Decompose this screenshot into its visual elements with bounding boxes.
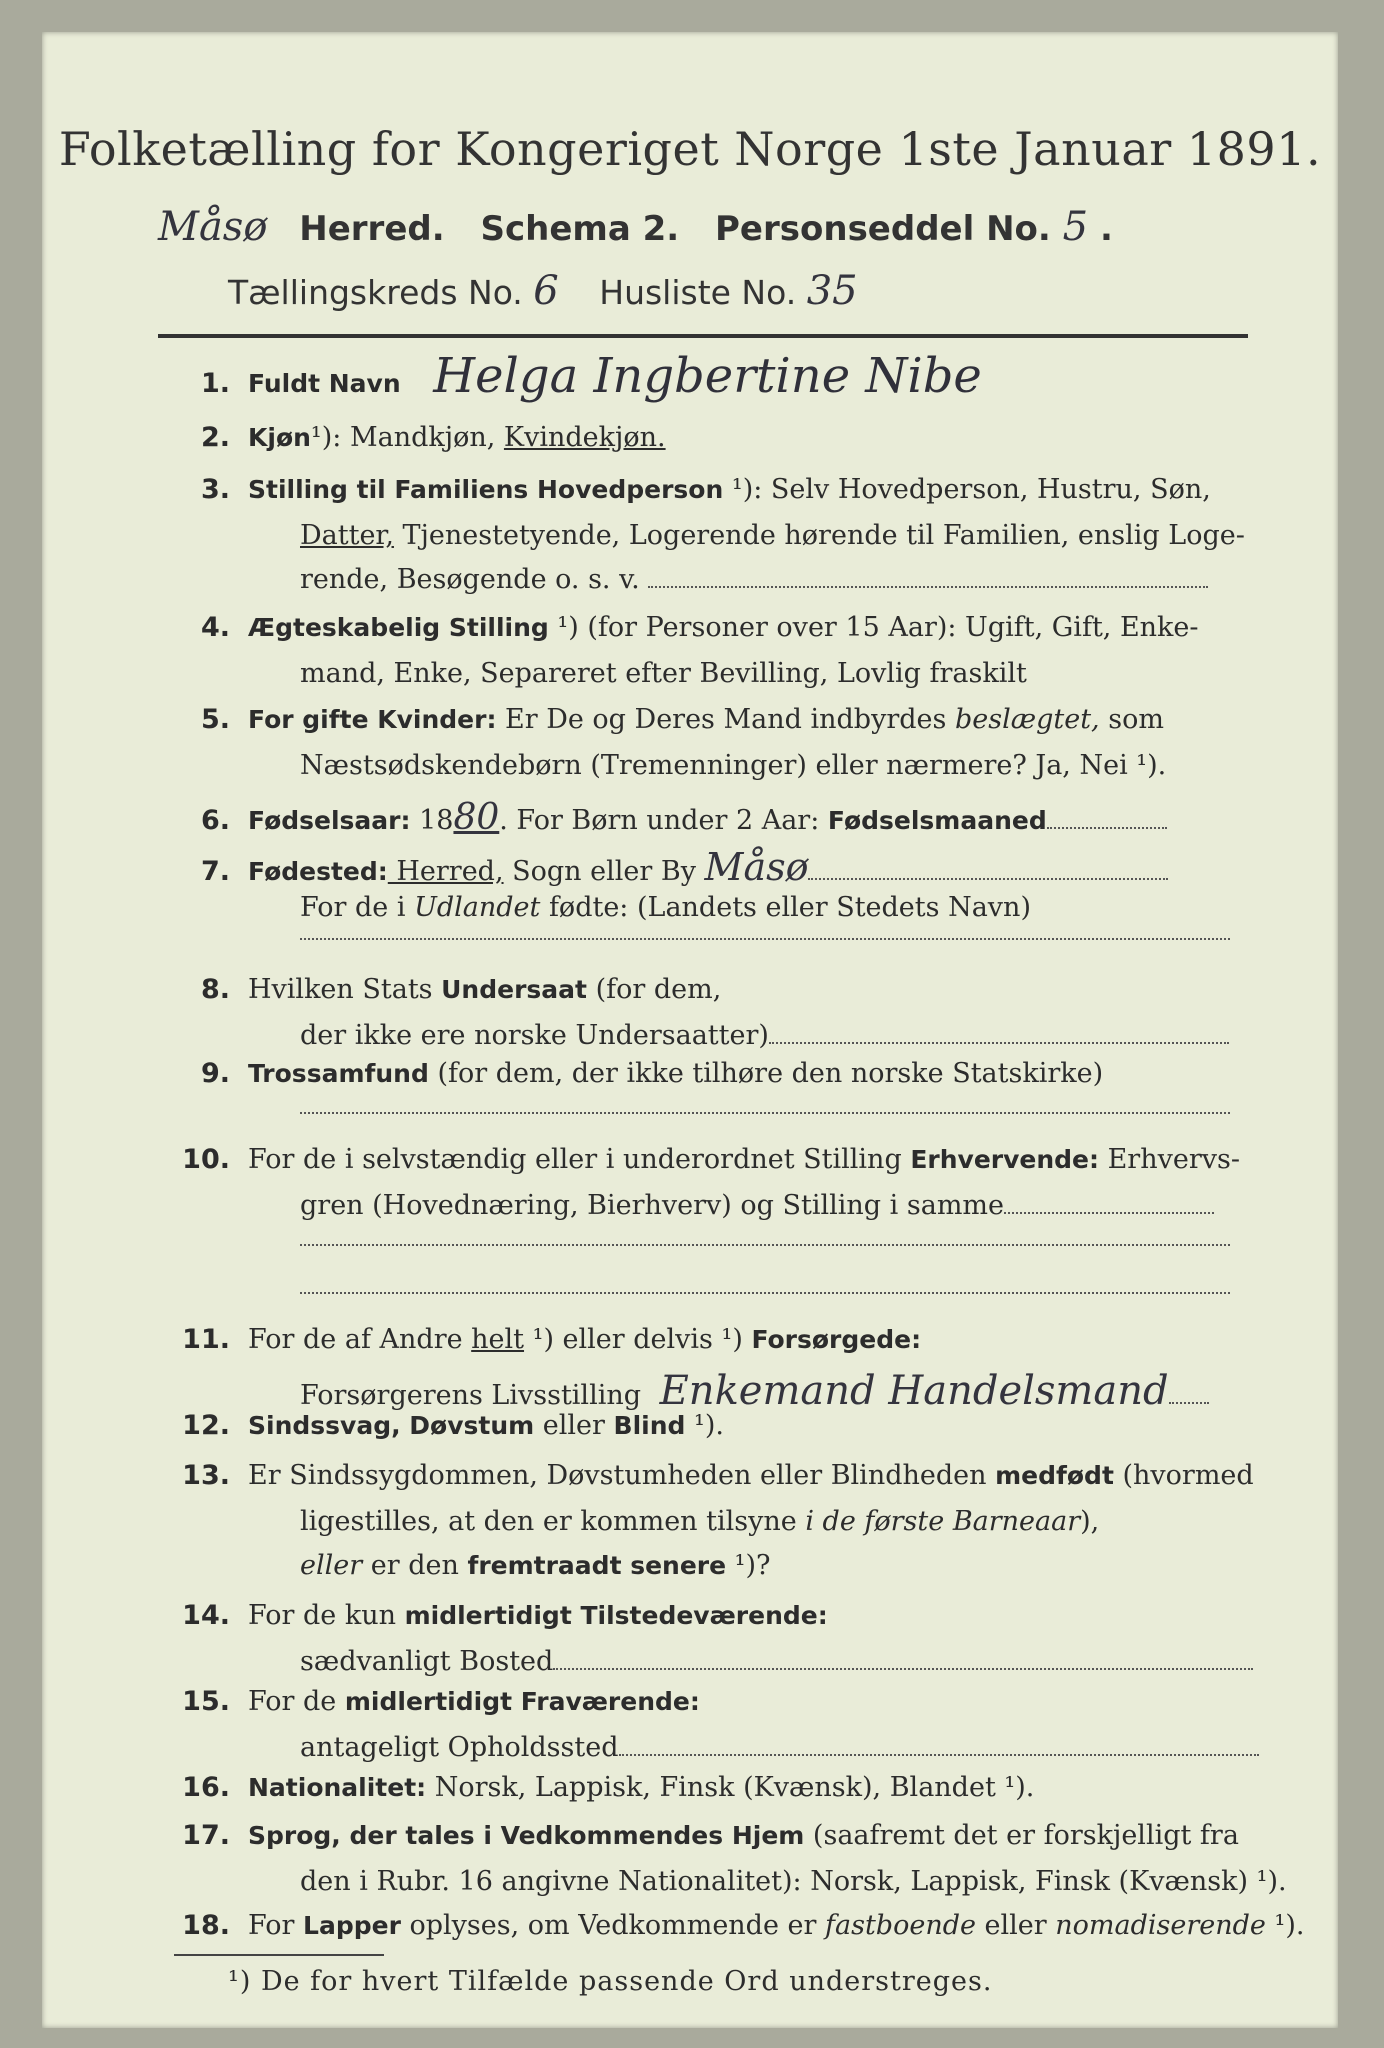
- item-6: 6. Fødselsaar: 1880. For Børn under 2 Aar: Fødselsmaaned: [174, 800, 1167, 836]
- kreds-value: 6: [533, 268, 559, 314]
- herred-value: Måsø: [158, 204, 268, 250]
- full-name-value: Helga Ingbertine Nibe: [433, 348, 982, 404]
- item-5: 5. For gifte Kvinder: Er De og Deres Mand indbyrdes beslægtet, som: [200, 704, 1164, 735]
- footnote: ¹) De for hvert Tilfælde passende Ord understreges.: [228, 1966, 993, 1997]
- footnote-rule: [174, 1954, 384, 1956]
- item-18: 18. For Lapper oplyses, om Vedkommende er fastboende eller nomadiserende ¹).: [182, 1910, 1305, 1941]
- personseddel-label: Personseddel No.: [715, 209, 1051, 249]
- item-9: 9. Trossamfund (for dem, der ikke tilhøre den norske Statskirke): [200, 1058, 1104, 1089]
- item-1: 1. Fuldt Navn Helga Ingbertine Nibe: [200, 348, 982, 404]
- herred-line: Måsø Herred. Schema 2. Personseddel No. 5 .: [158, 204, 1113, 250]
- personseddel-value: 5: [1062, 204, 1089, 250]
- birth-year-value: 80: [453, 797, 500, 838]
- husliste-value: 35: [806, 268, 858, 314]
- husliste-label: Husliste No.: [599, 273, 797, 312]
- birthplace-value: Måsø: [704, 845, 809, 889]
- item-13: 13. Er Sindssygdommen, Døvstumheden eller Blindheden medfødt (hvormed: [182, 1460, 1254, 1491]
- header-rule: [158, 334, 1248, 338]
- provider-occupation-value: Enkemand Handelsmand: [659, 1368, 1169, 1414]
- kvindekjon-underlined: Kvindekjøn.: [503, 422, 666, 453]
- schema-label: Schema 2.: [480, 209, 680, 249]
- herred-label: Herred.: [299, 209, 445, 249]
- item-10: 10. For de i selvstændig eller i underordnet Stilling Erhvervende: Erhvervs-: [182, 1144, 1240, 1175]
- datter-underlined: Datter,: [300, 520, 394, 551]
- form-title: Folketælling for Kongeriget Norge 1ste Januar 1891.: [58, 122, 1322, 176]
- item-4: 4. Ægteskabelig Stilling ¹) (for Personer over 15 Aar): Ugift, Gift, Enke-: [200, 612, 1199, 643]
- item-14: 14. For de kun midlertidigt Tilstedeværende:: [182, 1600, 828, 1631]
- item-3: 3. Stilling til Familiens Hovedperson ¹): Selv Hovedperson, Hustru, Søn,: [200, 474, 1211, 505]
- item-12: 12. Sindssvag, Døvstum eller Blind ¹).: [182, 1410, 724, 1441]
- item-11: 11. For de af Andre helt ¹) eller delvis ¹) Forsørgede:: [182, 1324, 922, 1355]
- item-8: 8. Hvilken Stats Undersaat (for dem,: [200, 974, 722, 1005]
- item-17: 17. Sprog, der tales i Vedkommendes Hjem (saafremt det er forskjelligt fra: [182, 1820, 1239, 1851]
- item-15: 15. For de midlertidigt Fraværende:: [182, 1686, 700, 1717]
- item-16: 16. Nationalitet: Norsk, Lappisk, Finsk (Kvænsk), Blandet ¹).: [182, 1772, 1035, 1803]
- kreds-line: [228, 268, 1128, 314]
- kreds-label: Tællingskreds No.: [228, 273, 523, 312]
- item-2: 2. Kjøn¹): Mandkjøn, Kvindekjøn.: [200, 422, 666, 453]
- census-form: Folketælling for Kongeriget Norge 1ste Januar 1891. Måsø Herred. Schema 2. Personseddel No. 5 . Tællingskreds No. 6 Husliste No. 35 1. Fuldt Navn Helga Ingbertine Nibe 2. Kjøn¹): Mandkjøn, Kvindekjøn. 3. Stilling til Familiens Hovedperson ¹): Selv Hovedperson, Hustru, Søn, Datter, Tjenestetyende, Logerende hørende til Familien, enslig Loge- rende, Besøgende o. s. v. 4. Ægteskabelig Stilling ¹) (for Personer over 15 Aar): Ugift, Gift, Enke- mand, Enke, Separeret efter Bevilling, Lovlig fraskilt 5. For gifte Kvinder: Er De og Deres Mand indbyrdes beslægtet, som Næstsødskendebørn (Tremenninger) eller nærmere? Ja, Nei ¹). 6. Fødselsaar: 1880. For Børn under 2 Aar: Fødselsmaaned 7. Fødested: Herred, Sogn eller By Måsø For de i Udlandet fødte: (Landets eller Stedets Navn) 8. Hvilken Stats Undersaat (for dem, der ikke ere norske Undersaatter) 9. Trossamfund (for dem, der ikke tilhøre den norske Statskirke) 10. For de i selvstændig eller i underordnet Stilling Erhvervende: Erhvervs- gren (Hovednæring, Bierhverv) og Stilling i samme 11. For de af Andre helt ¹) eller delvis ¹) Forsørgede: Forsørgerens Livsstilling Enkemand Handelsmand 12. Sindssvag, Døvstum eller Blind ¹). 13. Er Sindssygdommen, Døvstumheden eller Blindheden medfødt (hvormed ligestilles, at den er kommen tilsyne i de første Barneaar), eller er den fremtraadt senere ¹)? 14. For de kun midlertidigt Tilstedeværende: sædvanligt Bosted 15. For de midlertidigt Fraværende: antageligt Opholdssted 16. Nationalitet: Norsk, Lappisk, Finsk (Kvænsk), Blandet ¹). 17. Sprog, der tales i Vedkommendes Hjem (saafremt det er forskjelligt fra den i Rubr. 16 angivne Nationalitet): Norsk, Lappisk, Finsk (Kvænsk) ¹). 18. For Lapper oplyses, om Vedkommende er fastboende eller nomadiserende ¹). ¹) De for hvert Tilfælde passende Ord understreges.: [42, 32, 1338, 2028]
- item-7: 7. Fødested: Herred, Sogn eller By Måsø: [174, 848, 1168, 886]
